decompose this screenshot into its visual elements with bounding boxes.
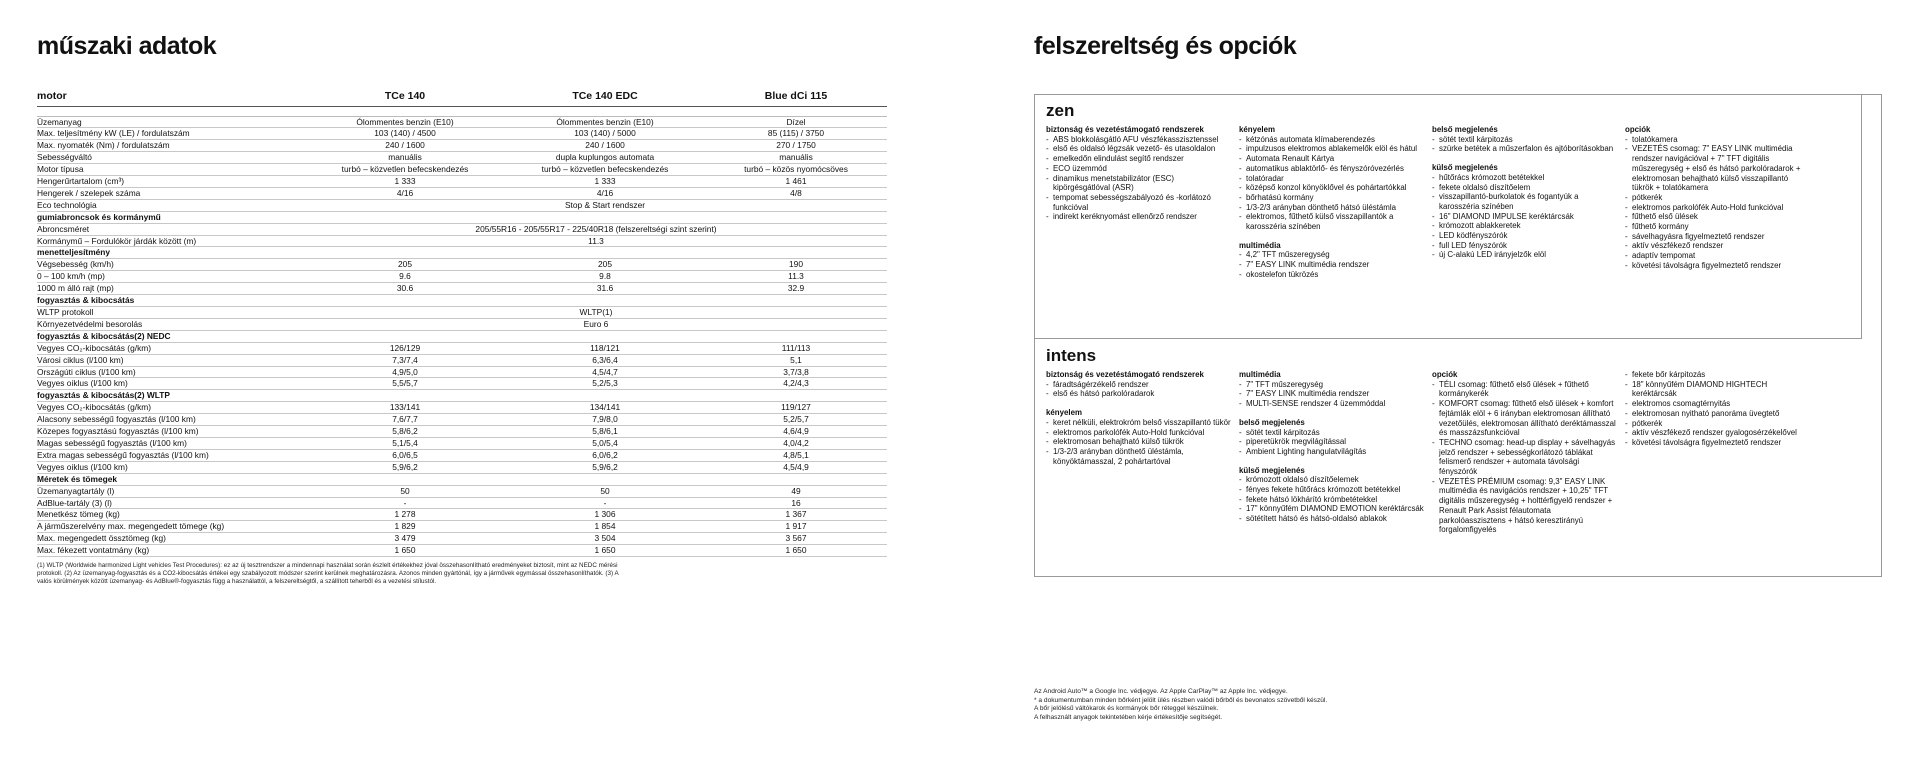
- spec-row: [37, 354, 887, 366]
- feature-item: - kétzónás automata klímaberendezés: [1239, 135, 1424, 145]
- spec-row: [37, 521, 887, 533]
- legal-line: A bőr jelölésű váltókarok és kormányok bőr réteggel készülnek.: [1034, 705, 1219, 713]
- feature-column: [1239, 370, 1432, 535]
- spec-value: 1 650: [705, 545, 887, 557]
- feature-item: - 16" DIAMOND IMPULSE keréktárcsák: [1432, 212, 1617, 222]
- spec-value: 30.6: [305, 283, 505, 295]
- spec-value: 1 854: [505, 521, 705, 533]
- spec-value: 1 650: [505, 545, 705, 557]
- spec-value: manuális: [305, 152, 505, 164]
- trim-zen: [1046, 101, 1856, 280]
- spec-value: 5,8/6,1: [505, 426, 705, 438]
- feature-column: [1046, 370, 1239, 535]
- spec-value: 6,3/6,4: [505, 354, 705, 366]
- spec-value: 4,0/4,2: [705, 437, 887, 449]
- spec-value: 4/8: [705, 187, 887, 199]
- spec-value: 4,8/5,1: [705, 449, 887, 461]
- specs-header-row: [37, 88, 887, 106]
- spec-label: Abroncsméret: [37, 223, 305, 235]
- feature-item: - új C-alakú LED irányjelzők elöl: [1432, 250, 1617, 260]
- spec-value: -: [305, 497, 505, 509]
- spec-value: 49: [705, 485, 887, 497]
- feature-item: - KOMFORT csomag: fűthető első ülések + komfort fejtámlák elöl + 6 irányban elektromosan állítható vezetőülés, elektromosan állítható deréktámasszal és masszázsfunkcióval: [1432, 399, 1617, 438]
- feature-column: [1432, 370, 1625, 535]
- spec-value: 5,1/5,4: [305, 437, 505, 449]
- feature-item: - elektromos parkolófék Auto-Hold funkcióval: [1046, 428, 1231, 438]
- feature-item: - TECHNO csomag: head-up display + sávelhagyás jelző rendszer + sebességkorlátozó táblákat felismerő rendszer + automata távolsági fényszórók: [1432, 438, 1617, 477]
- spec-value: 6,0/6,2: [505, 449, 705, 461]
- spec-row: [37, 128, 887, 140]
- spec-value: 4,9/5,0: [305, 366, 505, 378]
- spec-label: Üzemanyagtartály (l): [37, 485, 305, 497]
- spec-label: Motor típusa: [37, 164, 305, 176]
- spec-value: 31.6: [505, 283, 705, 295]
- feature-column: [1432, 125, 1625, 280]
- section-heading-row: [37, 473, 887, 485]
- spec-row: [37, 176, 887, 188]
- spec-value: 205: [305, 259, 505, 271]
- spec-label: Max. fékezett vontatmány (kg): [37, 545, 305, 557]
- spec-value: 205: [505, 259, 705, 271]
- spec-value: [705, 199, 887, 211]
- feature-list: [1239, 135, 1424, 232]
- spec-label: Max. teljesítmény kW (LE) / fordulatszám: [37, 128, 305, 140]
- feature-item: - fáradtságérzékelő rendszer: [1046, 380, 1231, 390]
- spec-value: 85 (115) / 3750: [705, 128, 887, 140]
- spec-value: 111/113: [705, 342, 887, 354]
- section-heading-row: [37, 247, 887, 259]
- feature-list: [1625, 370, 1810, 448]
- spec-value: 7,3/7,4: [305, 354, 505, 366]
- spec-value: 1 278: [305, 509, 505, 521]
- feature-item: - fűthető kormány: [1625, 222, 1810, 232]
- spec-value: 3,7/3,8: [705, 366, 887, 378]
- spec-value: 32.9: [705, 283, 887, 295]
- spec-value: 5,2/5,7: [705, 414, 887, 426]
- equipment-frame: [1034, 94, 1882, 577]
- spec-label: Végsebesség (km/h): [37, 259, 305, 271]
- feature-item: - krómozott oldalsó díszítőelemek: [1239, 475, 1424, 485]
- feature-list: [1239, 380, 1424, 409]
- feature-item: - aktív vészfékező rendszer: [1625, 241, 1810, 251]
- feature-item: - első és oldalsó légzsák vezető- és utasoldalon: [1046, 144, 1231, 154]
- feature-item: - pótkerék: [1625, 419, 1810, 429]
- trim-name: intens: [1046, 346, 1097, 365]
- feature-group-heading: belső megjelenés: [1432, 125, 1498, 134]
- feature-item: - 1/3-2/3 arányban dönthető hátsó üléstámla: [1239, 203, 1424, 213]
- trim-name: zen: [1046, 101, 1075, 120]
- feature-item: - VEZETÉS PRÉMIUM csomag: 9,3" EASY LINK multimédia és navigációs rendszer + 10,25" TFT digitális műszeregység + holttérfigyelő rendszer + Renault Park Assist félautomata parkolóasszisztens + hátsó keresztirányú forgalomfigyelés: [1432, 477, 1617, 535]
- feature-item: - sötétített hátsó és hátsó-oldalsó ablakok: [1239, 514, 1424, 524]
- feature-item: - sötét textil kárpitozás: [1432, 135, 1617, 145]
- equipment-section: [1034, 30, 1884, 88]
- spec-value: 7,6/7,7: [305, 414, 505, 426]
- feature-item: - keret nélküli, elektrokróm belső visszapillantó tükör: [1046, 418, 1231, 428]
- spec-row: [37, 259, 887, 271]
- feature-item: - ECO üzemmód: [1046, 164, 1231, 174]
- spec-value: 240 / 1600: [305, 140, 505, 152]
- spec-row: [37, 307, 887, 319]
- spec-label: Hengerűrtartalom (cm³): [37, 176, 305, 188]
- spec-label: Sebességváltó: [37, 152, 305, 164]
- feature-item: - fekete oldalsó díszítőelem: [1432, 183, 1617, 193]
- spec-value: 50: [505, 485, 705, 497]
- spec-value: Dízel: [705, 116, 887, 128]
- feature-item: - okostelefon tükrözés: [1239, 270, 1424, 280]
- spec-label: Vegyes oiklus (l/100 km): [37, 378, 305, 390]
- spec-value: 103 (140) / 5000: [505, 128, 705, 140]
- feature-item: - fényes fekete hűtőrács krómozott betétekkel: [1239, 485, 1424, 495]
- spec-row: [37, 235, 887, 247]
- feature-list: [1046, 380, 1231, 399]
- feature-list: [1046, 418, 1231, 467]
- section-heading-row: [37, 330, 887, 342]
- spec-value: 5,8/6,2: [305, 426, 505, 438]
- feature-item: - 7" EASY LINK multimédia rendszer: [1239, 389, 1424, 399]
- spec-value: 9.6: [305, 271, 505, 283]
- spec-label: Eco technológia: [37, 199, 305, 211]
- feature-item: - első és hátsó parkolóradarok: [1046, 389, 1231, 399]
- legal-line: * a dokumentumban minden bőrként jelölt ülés részben valódi bőrből és bevonatos szövetből készül.: [1034, 696, 1328, 704]
- feature-item: - bőrhatású kormány: [1239, 193, 1424, 203]
- spec-label: Extra magas sebességű fogyasztás (l/100 km): [37, 449, 305, 461]
- spec-value: 11.3: [705, 271, 887, 283]
- spacer-row: [37, 106, 887, 116]
- spec-label: Városi ciklus (l/100 km): [37, 354, 305, 366]
- spec-value: 1 333: [305, 176, 505, 188]
- legal-line: A felhasznált anyagok tekintetében kérje értékesítője segítségét.: [1034, 713, 1223, 721]
- feature-list: [1625, 135, 1810, 271]
- spec-value: 11.3: [305, 235, 887, 247]
- feature-item: - elektromosan behajtható külső tükrök: [1046, 437, 1231, 447]
- spec-label: Környezetvédelmi besorolás: [37, 318, 305, 330]
- spec-row: [37, 509, 887, 521]
- trim-intens: [1046, 346, 1856, 535]
- feature-item: - elektromosan nyitható panoráma üvegtető: [1625, 409, 1810, 419]
- feature-item: - 1/3-2/3 arányban dönthető üléstámla, könyöktámasszal, 2 pohártartóval: [1046, 447, 1231, 466]
- feature-item: - elektromos csomagtérnyitás: [1625, 399, 1810, 409]
- equipment-title: felszereltség és opciók: [1034, 32, 1297, 60]
- spec-value: 4,5/4,7: [505, 366, 705, 378]
- spec-label: Hengerek / szelepek száma: [37, 187, 305, 199]
- feature-item: - követési távolságra figyelmeztető rendszer: [1625, 261, 1810, 271]
- feature-item: - fekete bőr kárpitozás: [1625, 370, 1810, 380]
- feature-column: [1239, 125, 1432, 280]
- spec-value: 205/55R16 - 205/55R17 - 225/40R18 (felszereltségi szint szerint): [305, 223, 887, 235]
- feature-column: [1625, 370, 1818, 535]
- spec-value: Ólommentes benzin (E10): [505, 116, 705, 128]
- spec-row: [37, 116, 887, 128]
- spec-label: Magas sebességű fogyasztás (l/100 km): [37, 437, 305, 449]
- feature-item: - tolatóradar: [1239, 174, 1424, 184]
- feature-item: - piperetükrök megvilágítással: [1239, 437, 1424, 447]
- spec-value: 240 / 1600: [505, 140, 705, 152]
- feature-item: - ABS blokkolásgátló AFU vészfékasszisztenssel: [1046, 135, 1231, 145]
- spec-row: [37, 223, 887, 235]
- spec-value: WLTP(1): [305, 307, 887, 319]
- spec-label: Max. nyomaték (Nm) / fordulatszám: [37, 140, 305, 152]
- spec-label: Országúti ciklus (l/100 km): [37, 366, 305, 378]
- spec-value: 1 367: [705, 509, 887, 521]
- spec-value: 4,5/4,9: [705, 461, 887, 473]
- feature-column: [1046, 125, 1239, 280]
- spec-value: 1 829: [305, 521, 505, 533]
- spec-row: [37, 187, 887, 199]
- spec-row: [37, 414, 887, 426]
- spec-label: A járműszerelvény max. megengedett tömege (kg): [37, 521, 305, 533]
- spec-value: 16: [705, 497, 887, 509]
- feature-item: - hűtőrács krómozott betétekkel: [1432, 173, 1617, 183]
- feature-list: [1046, 135, 1231, 222]
- feature-list: [1239, 250, 1424, 279]
- feature-item: - LED ködfényszórók: [1432, 231, 1617, 241]
- feature-group-heading: kényelem: [1239, 125, 1275, 134]
- spec-row: [37, 461, 887, 473]
- spec-label: menetteljesítmény: [37, 247, 887, 259]
- feature-item: - Ambient Lighting hangulatvilágítás: [1239, 447, 1424, 457]
- trim-columns: [1046, 370, 1856, 535]
- spec-row: [37, 283, 887, 295]
- specs-table: [37, 88, 887, 557]
- spec-value: 4,2/4,3: [705, 378, 887, 390]
- spec-row: [37, 426, 887, 438]
- spec-value: [305, 199, 505, 211]
- spec-row: [37, 152, 887, 164]
- spec-label: AdBlue-tartály (3) (l): [37, 497, 305, 509]
- spec-value: 5,5/5,7: [305, 378, 505, 390]
- feature-item: - impulzusos elektromos ablakemelők elöl és hátul: [1239, 144, 1424, 154]
- spec-row: [37, 533, 887, 545]
- spec-value: 3 479: [305, 533, 505, 545]
- spec-value: 118/121: [505, 342, 705, 354]
- spec-value: 5,1: [705, 354, 887, 366]
- feature-item: - fekete hátsó lökhárító krómbetétekkel: [1239, 495, 1424, 505]
- spec-label: Max. megengedett össztömeg (kg): [37, 533, 305, 545]
- feature-item: - elektromos, fűthető külső visszapillantók a karosszéria színében: [1239, 212, 1424, 231]
- legal-line: Az Android Auto™ a Google Inc. védjegye. Az Apple CarPlay™ az Apple Inc. védjegye.: [1034, 688, 1288, 695]
- spec-row: [37, 271, 887, 283]
- spec-row: [37, 449, 887, 461]
- feature-list: [1432, 135, 1617, 154]
- spec-value: Euro 6: [305, 318, 887, 330]
- spec-value: -: [505, 497, 705, 509]
- spec-label: Vegyes CO₂-kibocsátás (g/km): [37, 342, 305, 354]
- spec-label: Közepes fogyasztású fogyasztás (l/100 km): [37, 426, 305, 438]
- header-motor: motor: [37, 88, 305, 106]
- spec-row: [37, 545, 887, 557]
- trim-columns: [1046, 125, 1856, 280]
- spec-row: [37, 497, 887, 509]
- feature-group-heading: multimédia: [1239, 370, 1281, 379]
- feature-group-heading: külső megjelenés: [1239, 465, 1305, 475]
- spec-label: 1000 m álló rajt (mp): [37, 283, 305, 295]
- spec-value: Stop & Start rendszer: [505, 199, 705, 211]
- spec-value: turbó – közös nyomócsöves: [705, 164, 887, 176]
- feature-group-heading: multimédia: [1239, 240, 1281, 250]
- feature-item: - aktív vészfékező rendszer gyalogosérzékelővel: [1625, 428, 1810, 438]
- feature-group-heading: belső megjelenés: [1239, 417, 1305, 427]
- spec-value: 1 461: [705, 176, 887, 188]
- spec-value: 1 917: [705, 521, 887, 533]
- feature-item: - visszapillantó-burkolatok és fogantyúk a karosszéria színében: [1432, 192, 1617, 211]
- spec-value: 9.8: [505, 271, 705, 283]
- spec-value: 50: [305, 485, 505, 497]
- spec-value: 5,0/5,4: [505, 437, 705, 449]
- spec-value: 4/16: [505, 187, 705, 199]
- specs-section: [37, 30, 887, 587]
- spec-label: Kormánymű – Fordulókör járdák között (m): [37, 235, 305, 247]
- spec-row: [37, 366, 887, 378]
- feature-item: - krómozott ablakkeretek: [1432, 221, 1617, 231]
- feature-item: - középső konzol könyöklővel és pohártartókkal: [1239, 183, 1424, 193]
- section-heading-row: [37, 390, 887, 402]
- feature-list: [1239, 475, 1424, 524]
- spec-label: gumiabroncsok és kormánymű: [37, 211, 887, 223]
- spec-label: fogyasztás & kibocsátás: [37, 295, 887, 307]
- section-heading-row: [37, 211, 887, 223]
- spec-label: Vegyes CO₂-kibocsátás (g/km): [37, 402, 305, 414]
- spec-label: 0 – 100 km/h (mp): [37, 271, 305, 283]
- feature-item: - szürke betétek a műszerfalon és ajtóborításokban: [1432, 144, 1617, 154]
- legal-notes: [1034, 688, 1534, 722]
- spec-label: WLTP protokoll: [37, 307, 305, 319]
- feature-item: - 17" könnyűfém DIAMOND EMOTION keréktárcsák: [1239, 504, 1424, 514]
- spec-row: [37, 318, 887, 330]
- feature-item: - pótkerék: [1625, 193, 1810, 203]
- header-tce140: TCe 140: [305, 88, 505, 106]
- spec-value: 7,9/8,0: [505, 414, 705, 426]
- spec-label: Vegyes oiklus (l/100 km): [37, 461, 305, 473]
- spec-value: 4/16: [305, 187, 505, 199]
- feature-item: - dinamikus menetstabilizátor (ESC) kipörgésgátlóval (ASR): [1046, 174, 1231, 193]
- spec-value: 5,9/6,2: [505, 461, 705, 473]
- spec-value: 134/141: [505, 402, 705, 414]
- feature-group-heading: külső megjelenés: [1432, 163, 1498, 173]
- spec-row: [37, 199, 887, 211]
- spec-value: 270 / 1750: [705, 140, 887, 152]
- feature-item: - sötét textil kárpitozás: [1239, 428, 1424, 438]
- spec-label: Alacsony sebességű fogyasztás (l/100 km): [37, 414, 305, 426]
- spec-row: [37, 342, 887, 354]
- spec-row: [37, 164, 887, 176]
- spec-value: turbó – közvetlen befecskendezés: [505, 164, 705, 176]
- feature-group-heading: opciók: [1432, 370, 1458, 379]
- spec-value: 4,6/4,9: [705, 426, 887, 438]
- spec-row: [37, 402, 887, 414]
- feature-item: - emelkedőn elindulást segítő rendszer: [1046, 154, 1231, 164]
- specs-footnote: (1) WLTP (Worldwide harmonized Light vehicles Test Procedures): ez az új tesztrendszer a mindennapi használat során észlelt értékekhez jóval összehasonlítható eredményeket biztosít, mint az NEDC mérési protokoll. (2) Az üzemanyag-fogyasztás és a CO2-kibocsátás értékei egy szabályozott módszer szerint kerülnek meghatározásra. Azonos minden gyártónál, így a járművek egymással összehasonlíthatók. (3) A valós körülmények között üzemanyag- és AdBlue®-fogyasztás függ a használattól, a felszereltségtől, a szállított teherből és a vezetési stílustól.: [37, 562, 619, 586]
- spec-row: [37, 485, 887, 497]
- spec-value: manuális: [705, 152, 887, 164]
- spec-row: [37, 378, 887, 390]
- feature-group-heading: kényelem: [1046, 408, 1082, 418]
- feature-list: [1432, 173, 1617, 260]
- feature-item: - adaptív tempomat: [1625, 251, 1810, 261]
- spec-value: 3 567: [705, 533, 887, 545]
- header-bluedci115: Blue dCi 115: [705, 88, 887, 106]
- feature-list: [1432, 380, 1617, 535]
- spec-label: fogyasztás & kibocsátás(2) WLTP: [37, 390, 887, 402]
- spec-label: Üzemanyag: [37, 116, 305, 128]
- spec-value: 1 333: [505, 176, 705, 188]
- feature-item: - MULTI-SENSE rendszer 4 üzemmóddal: [1239, 399, 1424, 409]
- spec-value: 119/127: [705, 402, 887, 414]
- spec-value: 1 650: [305, 545, 505, 557]
- feature-item: - 18" könnyűfém DIAMOND HIGHTECH keréktárcsák: [1625, 380, 1810, 399]
- spec-row: [37, 437, 887, 449]
- spec-value: 6,0/6,5: [305, 449, 505, 461]
- section-heading-row: [37, 295, 887, 307]
- spec-value: 126/129: [305, 342, 505, 354]
- spec-value: 5,9/6,2: [305, 461, 505, 473]
- spec-value: Ólommentes benzin (E10): [305, 116, 505, 128]
- feature-item: - sávelhagyásra figyelmeztető rendszer: [1625, 232, 1810, 242]
- feature-item: - 7" TFT műszeregység: [1239, 380, 1424, 390]
- feature-item: - full LED fényszórók: [1432, 241, 1617, 251]
- spec-value: 190: [705, 259, 887, 271]
- feature-item: - tempomat sebességszabályozó és -korlátozó funkcióval: [1046, 193, 1231, 212]
- spec-label: Menetkész tömeg (kg): [37, 509, 305, 521]
- spec-row: [37, 140, 887, 152]
- feature-group-heading: opciók: [1625, 125, 1651, 134]
- feature-item: - elektromos parkolófék Auto-Hold funkcióval: [1625, 203, 1810, 213]
- feature-group-heading: biztonság és vezetéstámogató rendszerek: [1046, 125, 1204, 134]
- feature-item: - tolatókamera: [1625, 135, 1810, 145]
- feature-group-heading: biztonság és vezetéstámogató rendszerek: [1046, 370, 1204, 379]
- header-tce140-edc: TCe 140 EDC: [505, 88, 705, 106]
- spec-value: 5,2/5,3: [505, 378, 705, 390]
- feature-item: - 7" EASY LINK multimédia rendszer: [1239, 260, 1424, 270]
- spec-label: Méretek és tömegek: [37, 473, 887, 485]
- spec-label: fogyasztás & kibocsátás(2) NEDC: [37, 330, 887, 342]
- feature-item: - fűthető első ülések: [1625, 212, 1810, 222]
- feature-item: - automatikus ablaktörlő- és fényszóróvezérlés: [1239, 164, 1424, 174]
- feature-item: - VEZETÉS csomag: 7" EASY LINK multimédia rendszer navigációval + 7" TFT digitális műszeregység + első és hátsó parkolóradarok + elektromosan behajtható külső visszapillantó tükrök + tolatókamera: [1625, 144, 1810, 193]
- spec-value: 103 (140) / 4500: [305, 128, 505, 140]
- feature-item: - indirekt keréknyomást ellenőrző rendszer: [1046, 212, 1231, 222]
- feature-item: - követési távolságra figyelmeztető rendszer: [1625, 438, 1810, 448]
- spec-value: turbó – közvetlen befecskendezés: [305, 164, 505, 176]
- spec-value: 1 306: [505, 509, 705, 521]
- feature-column: [1625, 125, 1818, 280]
- spec-value: 133/141: [305, 402, 505, 414]
- spec-value: 3 504: [505, 533, 705, 545]
- spec-value: dupla kuplungos automata: [505, 152, 705, 164]
- feature-item: - TÉLI csomag: fűthető első ülések + fűthető kormánykerék: [1432, 380, 1617, 399]
- feature-item: - Automata Renault Kártya: [1239, 154, 1424, 164]
- feature-list: [1239, 428, 1424, 457]
- feature-item: - 4,2" TFT műszeregység: [1239, 250, 1424, 260]
- specs-title: műszaki adatok: [37, 32, 217, 60]
